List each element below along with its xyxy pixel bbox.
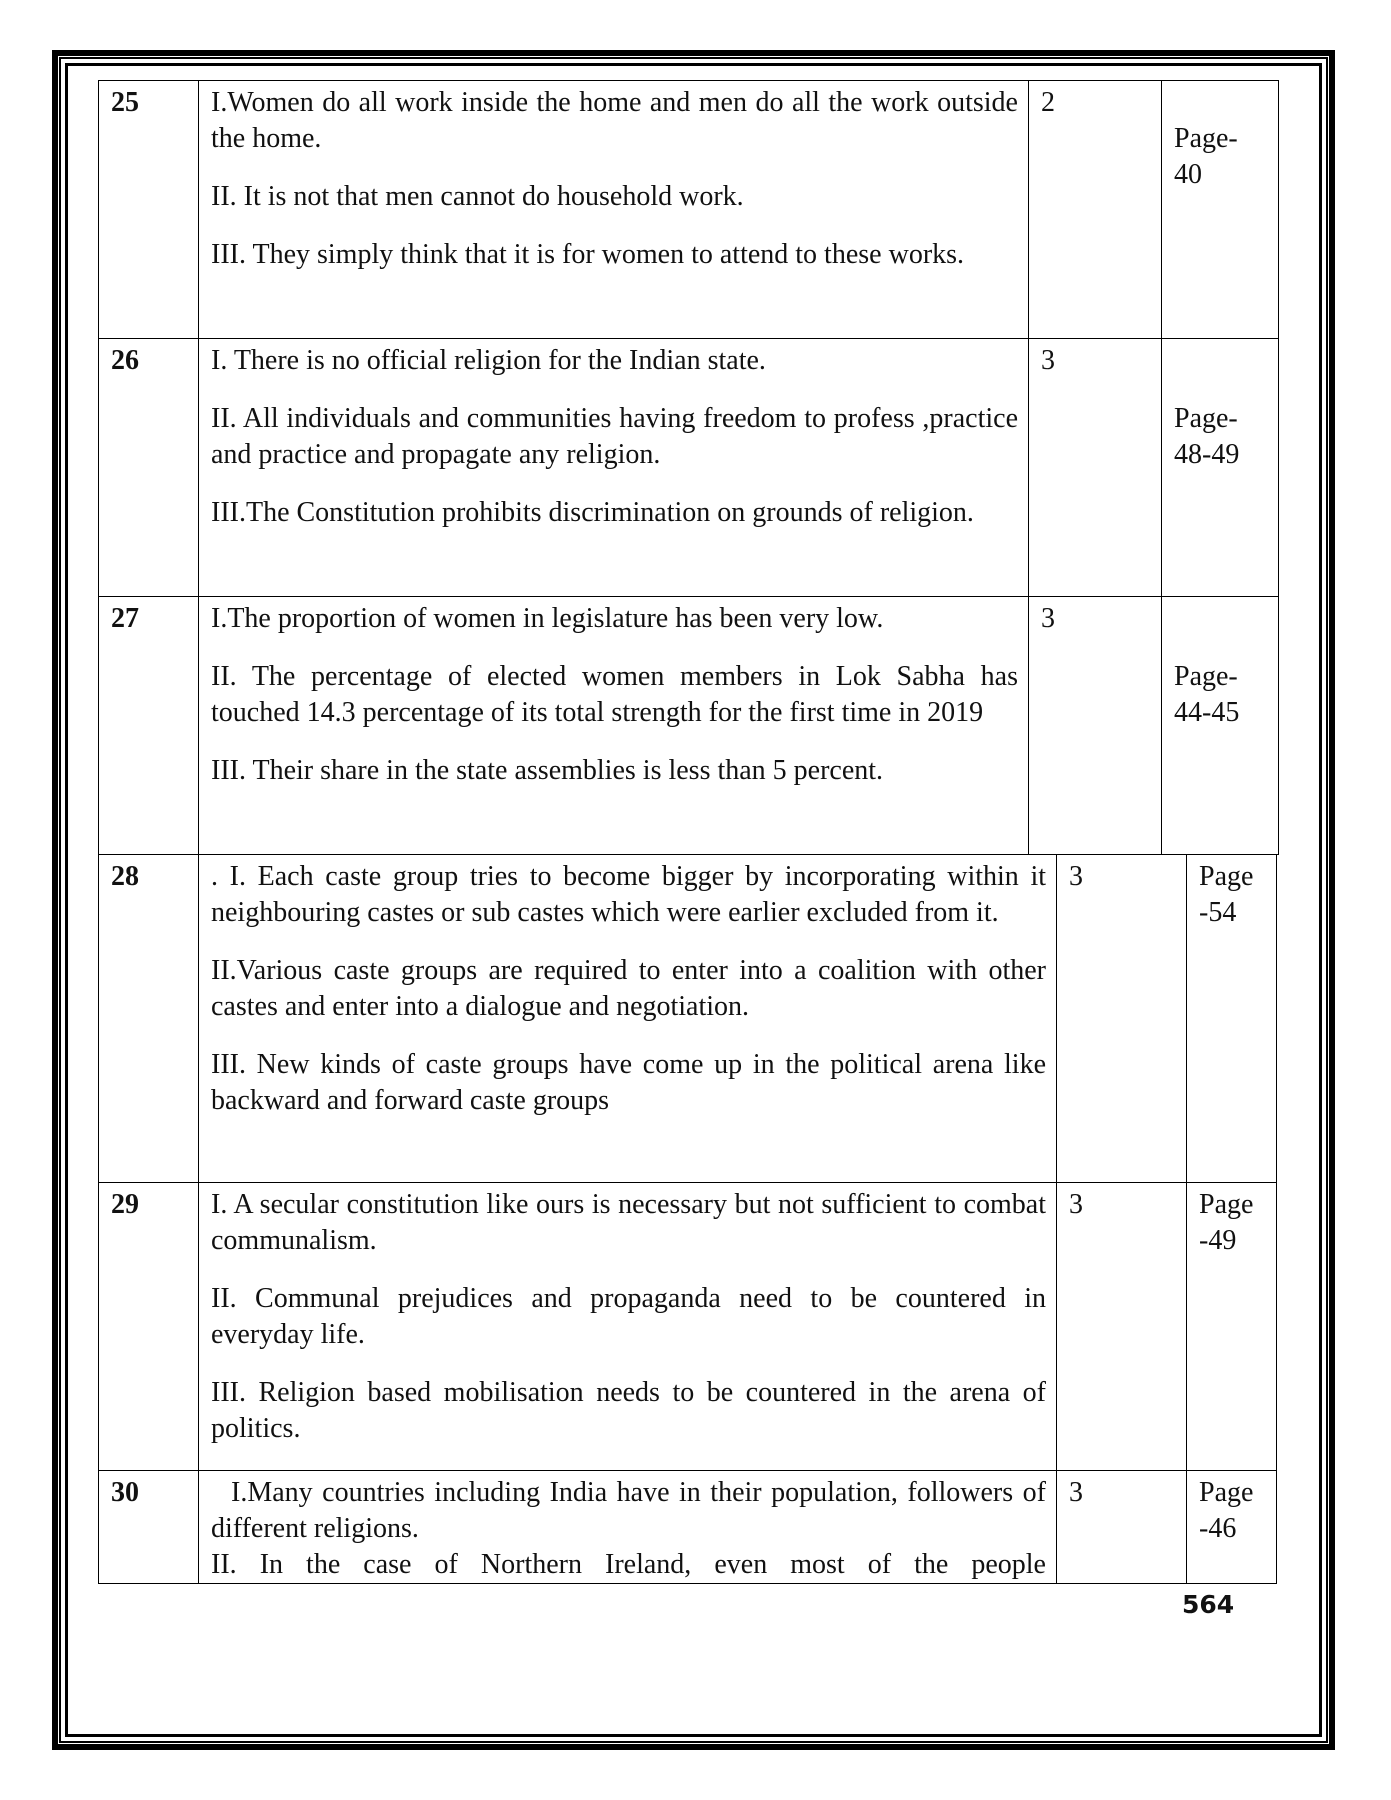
answer-point: III. Religion based mobilisation needs to be countered in the arena of politics.: [211, 1377, 1046, 1444]
page-ref-label: Page-: [1174, 661, 1238, 692]
table-row: [99, 339, 1279, 597]
answer-point: I. A secular constitution like ours is necessary but not sufficient to combat communalism.: [211, 1189, 1046, 1256]
question-number: 30: [99, 1471, 199, 1584]
page-ref-value: -46: [1199, 1513, 1237, 1544]
page-ref-value: -49: [1199, 1225, 1237, 1256]
page-ref-value: -54: [1199, 897, 1237, 928]
page-reference: [1162, 339, 1279, 597]
answer-point: I.Women do all work inside the home and men do all the work outside the home.: [211, 87, 1018, 154]
question-number: 29: [99, 1183, 199, 1471]
page-ref-value: 48-49: [1174, 439, 1240, 470]
answer-point: III. Their share in the state assemblies is less than 5 percent.: [211, 755, 884, 786]
marks-cell: 3: [1029, 597, 1162, 855]
marks-cell: 3: [1057, 1471, 1187, 1584]
table-row: [99, 1183, 1277, 1471]
question-number: 26: [99, 339, 199, 597]
table-row: [99, 1471, 1277, 1584]
answer-point: II. The percentage of elected women members in Lok Sabha has touched 14.3 percentage of its total strength for the first time in 2019: [211, 661, 1018, 728]
page-ref-label: Page: [1199, 1189, 1254, 1220]
answer-cell: [199, 339, 1029, 597]
answer-point: III.The Constitution prohibits discrimination on grounds of religion.: [211, 497, 974, 528]
page-ref-label: Page: [1199, 861, 1254, 892]
page-ref-label: Page: [1199, 1477, 1254, 1508]
marks-cell: 3: [1057, 1183, 1187, 1471]
answer-cell: [199, 597, 1029, 855]
table-row: [99, 81, 1279, 339]
page-reference: [1187, 1471, 1277, 1584]
answer-point: I.Many countries including India have in their population, followers of different religions.: [211, 1477, 1046, 1544]
answer-point: . I. Each caste group tries to become bigger by incorporating within it neighbouring castes or sub castes which were earlier excluded from it.: [211, 861, 1046, 928]
marks-cell: 3: [1057, 855, 1187, 1183]
answer-point: II. It is not that men cannot do household work.: [211, 181, 744, 212]
table-row: [99, 597, 1279, 855]
answer-point: II. All individuals and communities having freedom to profess ,practice and practice and propagate any religion.: [211, 403, 1018, 470]
page-ref-value: 40: [1174, 159, 1202, 190]
question-number: 28: [99, 855, 199, 1183]
marks-cell: 2: [1029, 81, 1162, 339]
page-ref-label: Page-: [1174, 123, 1238, 154]
answer-point: II. In the case of Northern Ireland, even most of the people: [211, 1549, 1046, 1580]
answer-table-a: [98, 80, 1279, 855]
page-ref-label: Page-: [1174, 403, 1238, 434]
answer-cell: [199, 1183, 1057, 1471]
answer-point: III. New kinds of caste groups have come up in the political arena like backward and forward caste groups: [211, 1049, 1046, 1116]
page-number: 564: [1182, 1590, 1235, 1619]
answer-cell: [199, 855, 1057, 1183]
marks-cell: 3: [1029, 339, 1162, 597]
table-row: [99, 855, 1277, 1183]
answer-point: I. There is no official religion for the Indian state.: [211, 345, 766, 376]
page-reference: [1187, 1183, 1277, 1471]
page-reference: [1162, 597, 1279, 855]
answer-point: II. Communal prejudices and propaganda need to be countered in everyday life.: [211, 1283, 1046, 1350]
question-number: 25: [99, 81, 199, 339]
answer-cell: [199, 81, 1029, 339]
answer-point: II.Various caste groups are required to enter into a coalition with other castes and enter into a dialogue and negotiation.: [211, 955, 1046, 1022]
answer-point: I.The proportion of women in legislature has been very low.: [211, 603, 884, 634]
page-reference: [1162, 81, 1279, 339]
page-ref-value: 44-45: [1174, 697, 1240, 728]
answer-point: III. They simply think that it is for women to attend to these works.: [211, 239, 965, 270]
page-reference: [1187, 855, 1277, 1183]
answer-cell: [199, 1471, 1057, 1584]
answer-table-b: [98, 854, 1277, 1584]
question-number: 27: [99, 597, 199, 855]
